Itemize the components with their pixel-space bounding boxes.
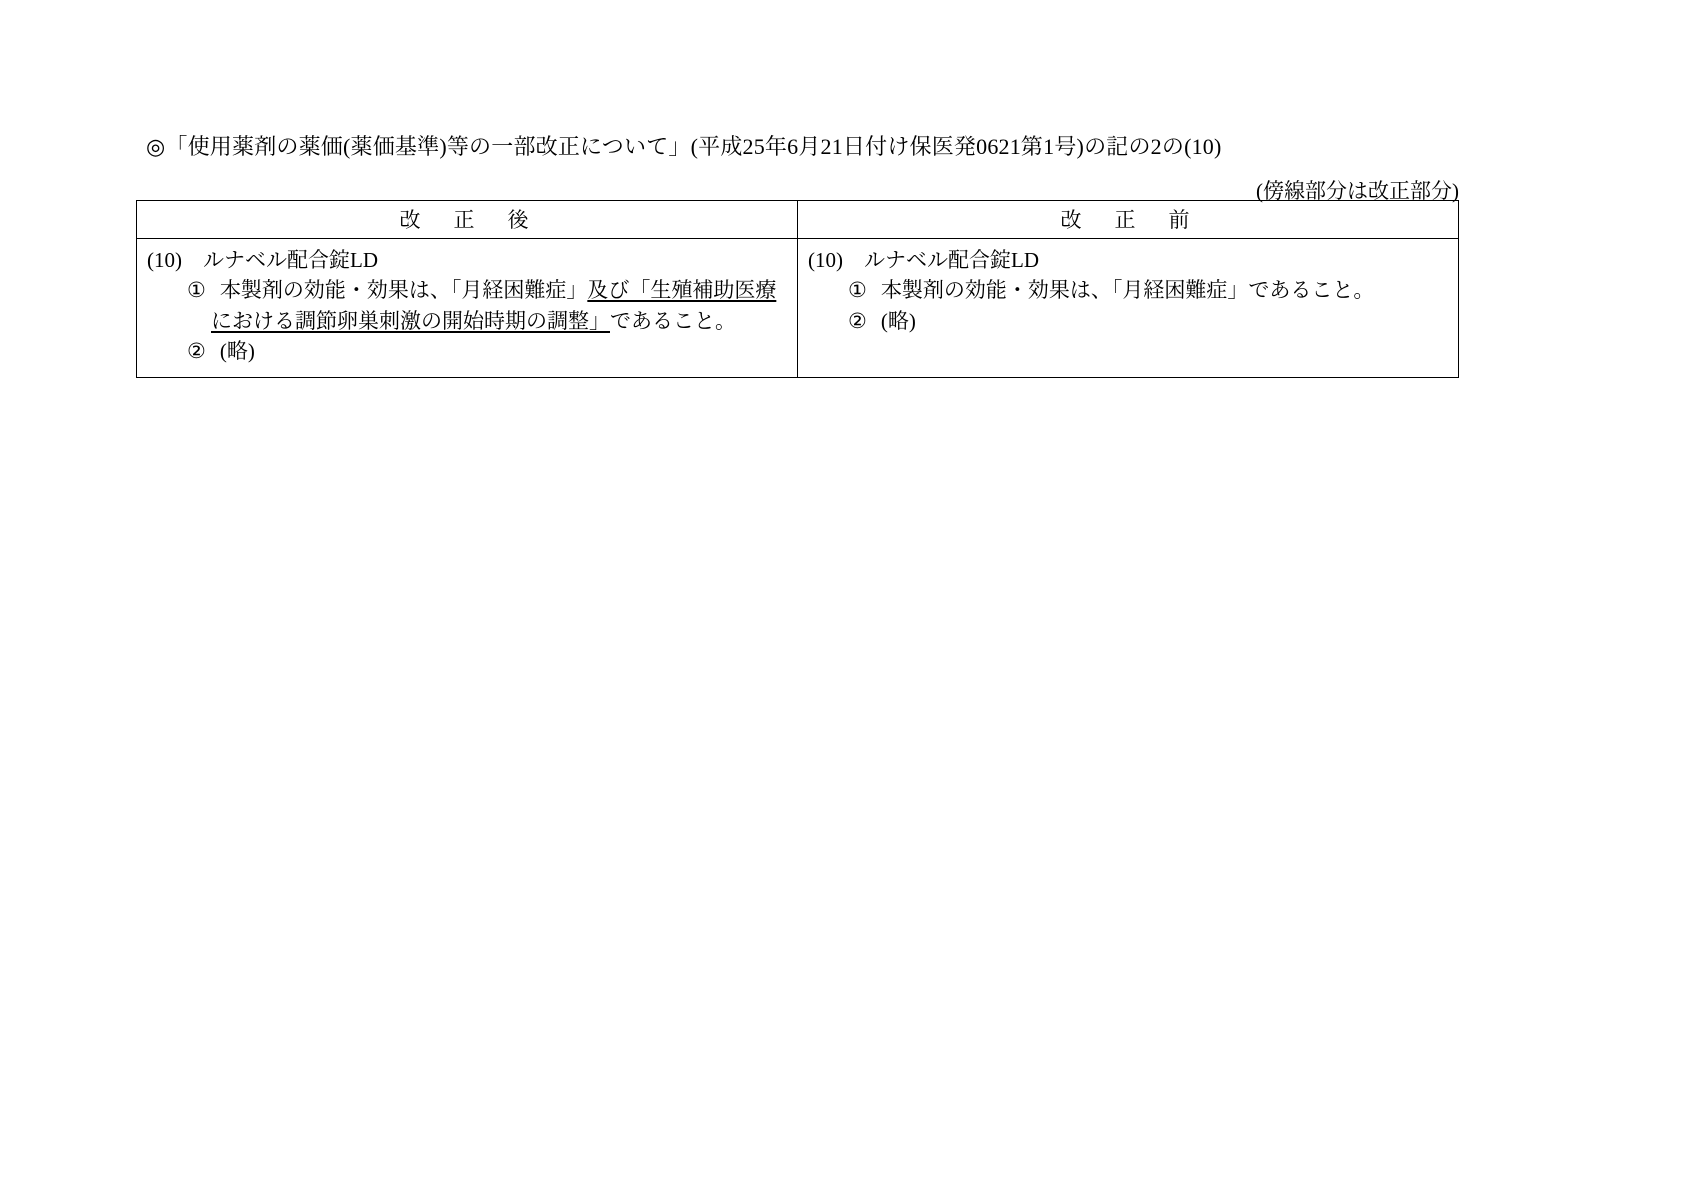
table-row [137,239,1459,378]
before-sub2-text: (略) [880,308,916,333]
comparison-table [136,200,1459,378]
after-sub-item-1 [147,275,787,336]
before-item-number: (10) ルナベル配合錠LD [808,248,1039,272]
after-sub2-text: (略) [219,339,255,364]
before-sub1-text: 本製剤の効能・効果は、「月経困難症」であること。 [880,278,1375,303]
column-header-before: 改 正 前 [798,201,1459,239]
cell-before-revision [798,239,1459,378]
cell-after-revision [137,239,798,378]
after-item-number: (10) ルナベル配合錠LD [147,248,378,272]
before-sub2-marker: ② [848,308,867,333]
column-header-after: 改 正 後 [137,201,798,239]
after-sub2-marker: ② [187,339,206,364]
after-sub1-marker: ① [187,278,206,303]
before-sub1-marker: ① [848,278,867,303]
before-sub-item-1 [808,275,1448,305]
after-sub1-underline-b: における調節卵巣刺激の開始時期の調整」 [211,308,610,333]
after-sub1-underline-a: 及び「生殖補助医療 [587,278,777,303]
table-header-row [137,201,1459,239]
before-sub-item-2 [808,306,1448,336]
revision-note: (傍線部分は改正部分) [1256,179,1459,203]
after-sub-item-2 [147,336,787,366]
page-title: ◎「使用薬剤の薬価(薬価基準)等の一部改正について」(平成25年6月21日付け保医発0621第1号)の記の2の(10) [146,134,1222,159]
after-sub1-tail: であること。 [610,308,736,333]
after-sub1-plain: 本製剤の効能・効果は、「月経困難症」 [219,278,588,303]
